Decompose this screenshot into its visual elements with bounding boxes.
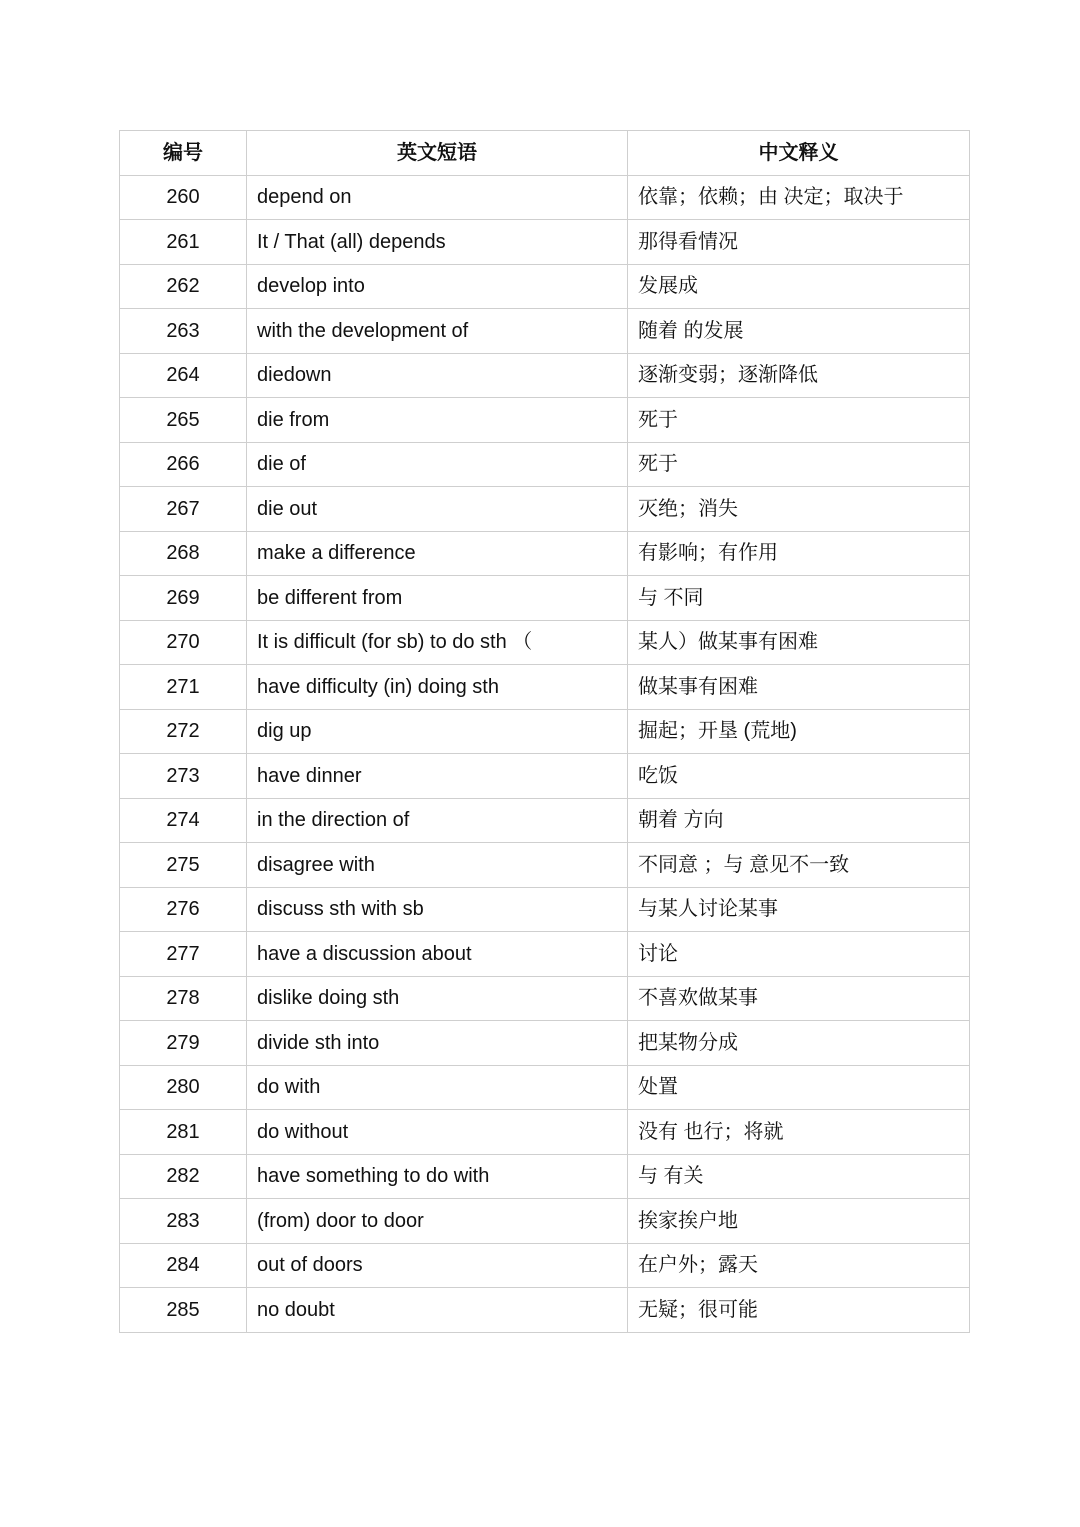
cell-english-phrase: in the direction of xyxy=(247,798,628,843)
cell-english-phrase: die from xyxy=(247,398,628,443)
cell-english-phrase: (from) door to door xyxy=(247,1199,628,1244)
cell-chinese-meaning: 把某物分成 xyxy=(628,1021,970,1066)
cell-number: 267 xyxy=(120,487,247,532)
cell-number: 261 xyxy=(120,220,247,265)
cell-number: 285 xyxy=(120,1288,247,1333)
table-row xyxy=(120,576,970,621)
cell-chinese-meaning: 某人）做某事有困难 xyxy=(628,620,970,665)
cell-english-phrase: have a discussion about xyxy=(247,932,628,977)
cell-english-phrase: die out xyxy=(247,487,628,532)
cell-chinese-meaning: 有影响；有作用 xyxy=(628,531,970,576)
table-row xyxy=(120,398,970,443)
cell-number: 270 xyxy=(120,620,247,665)
cell-chinese-meaning: 与 不同 xyxy=(628,576,970,621)
cell-number: 266 xyxy=(120,442,247,487)
cell-number: 277 xyxy=(120,932,247,977)
table-row xyxy=(120,220,970,265)
table-row xyxy=(120,353,970,398)
cell-number: 279 xyxy=(120,1021,247,1066)
cell-number: 281 xyxy=(120,1110,247,1155)
cell-number: 276 xyxy=(120,887,247,932)
table-row xyxy=(120,175,970,220)
cell-english-phrase: have difficulty (in) doing sth xyxy=(247,665,628,710)
table-header xyxy=(120,131,970,176)
table-row xyxy=(120,754,970,799)
cell-chinese-meaning: 与某人讨论某事 xyxy=(628,887,970,932)
table-row xyxy=(120,1021,970,1066)
cell-chinese-meaning: 发展成 xyxy=(628,264,970,309)
cell-english-phrase: It is difficult (for sb) to do sth （ xyxy=(247,620,628,665)
cell-chinese-meaning: 与 有关 xyxy=(628,1154,970,1199)
cell-number: 260 xyxy=(120,175,247,220)
cell-number: 263 xyxy=(120,309,247,354)
cell-chinese-meaning: 那得看情况 xyxy=(628,220,970,265)
cell-english-phrase: do without xyxy=(247,1110,628,1155)
cell-english-phrase: have something to do with xyxy=(247,1154,628,1199)
table-row xyxy=(120,843,970,888)
cell-number: 275 xyxy=(120,843,247,888)
cell-english-phrase: depend on xyxy=(247,175,628,220)
cell-english-phrase: no doubt xyxy=(247,1288,628,1333)
table-row xyxy=(120,264,970,309)
table-row xyxy=(120,1110,970,1155)
cell-number: 269 xyxy=(120,576,247,621)
cell-number: 280 xyxy=(120,1065,247,1110)
cell-chinese-meaning: 挨家挨户地 xyxy=(628,1199,970,1244)
cell-number: 284 xyxy=(120,1243,247,1288)
table-row xyxy=(120,1243,970,1288)
table-row xyxy=(120,887,970,932)
cell-chinese-meaning: 朝着 方向 xyxy=(628,798,970,843)
cell-number: 278 xyxy=(120,976,247,1021)
header-row xyxy=(120,131,970,176)
phrase-table xyxy=(119,130,970,1333)
cell-chinese-meaning: 随着 的发展 xyxy=(628,309,970,354)
table-row xyxy=(120,1065,970,1110)
cell-english-phrase: be different from xyxy=(247,576,628,621)
table-row xyxy=(120,709,970,754)
cell-chinese-meaning: 死于 xyxy=(628,442,970,487)
cell-chinese-meaning: 逐渐变弱；逐渐降低 xyxy=(628,353,970,398)
header-chinese-meaning: 中文释义 xyxy=(628,131,970,176)
cell-chinese-meaning: 不同意 ；与 意见不一致 xyxy=(628,843,970,888)
table-body xyxy=(120,175,970,1332)
cell-chinese-meaning: 无疑；很可能 xyxy=(628,1288,970,1333)
cell-english-phrase: divide sth into xyxy=(247,1021,628,1066)
cell-number: 264 xyxy=(120,353,247,398)
cell-english-phrase: out of doors xyxy=(247,1243,628,1288)
cell-english-phrase: dislike doing sth xyxy=(247,976,628,1021)
cell-english-phrase: discuss sth with sb xyxy=(247,887,628,932)
cell-number: 262 xyxy=(120,264,247,309)
cell-number: 274 xyxy=(120,798,247,843)
cell-chinese-meaning: 处置 xyxy=(628,1065,970,1110)
cell-english-phrase: do with xyxy=(247,1065,628,1110)
cell-english-phrase: dig up xyxy=(247,709,628,754)
cell-number: 272 xyxy=(120,709,247,754)
table-row xyxy=(120,1199,970,1244)
table-row xyxy=(120,309,970,354)
table-row xyxy=(120,976,970,1021)
cell-chinese-meaning: 依靠；依赖；由 决定；取决于 xyxy=(628,175,970,220)
table-row xyxy=(120,932,970,977)
cell-english-phrase: have dinner xyxy=(247,754,628,799)
cell-chinese-meaning: 不喜欢做某事 xyxy=(628,976,970,1021)
table-row xyxy=(120,798,970,843)
cell-chinese-meaning: 灭绝；消失 xyxy=(628,487,970,532)
cell-number: 282 xyxy=(120,1154,247,1199)
table-row xyxy=(120,442,970,487)
cell-english-phrase: diedown xyxy=(247,353,628,398)
table-row xyxy=(120,1154,970,1199)
vocabulary-sheet xyxy=(119,130,969,1333)
header-number: 编号 xyxy=(120,131,247,176)
cell-chinese-meaning: 讨论 xyxy=(628,932,970,977)
cell-chinese-meaning: 掘起；开垦 (荒地) xyxy=(628,709,970,754)
cell-number: 271 xyxy=(120,665,247,710)
cell-chinese-meaning: 没有 也行；将就 xyxy=(628,1110,970,1155)
cell-number: 273 xyxy=(120,754,247,799)
cell-english-phrase: make a difference xyxy=(247,531,628,576)
cell-english-phrase: die of xyxy=(247,442,628,487)
cell-number: 265 xyxy=(120,398,247,443)
header-english-phrase: 英文短语 xyxy=(247,131,628,176)
cell-number: 283 xyxy=(120,1199,247,1244)
cell-chinese-meaning: 吃饭 xyxy=(628,754,970,799)
cell-english-phrase: develop into xyxy=(247,264,628,309)
table-row xyxy=(120,620,970,665)
cell-english-phrase: with the development of xyxy=(247,309,628,354)
table-row xyxy=(120,1288,970,1333)
cell-chinese-meaning: 做某事有困难 xyxy=(628,665,970,710)
table-row xyxy=(120,531,970,576)
table-row xyxy=(120,487,970,532)
cell-chinese-meaning: 在户外；露天 xyxy=(628,1243,970,1288)
cell-number: 268 xyxy=(120,531,247,576)
cell-chinese-meaning: 死于 xyxy=(628,398,970,443)
cell-english-phrase: It / That (all) depends xyxy=(247,220,628,265)
table-row xyxy=(120,665,970,710)
cell-english-phrase: disagree with xyxy=(247,843,628,888)
